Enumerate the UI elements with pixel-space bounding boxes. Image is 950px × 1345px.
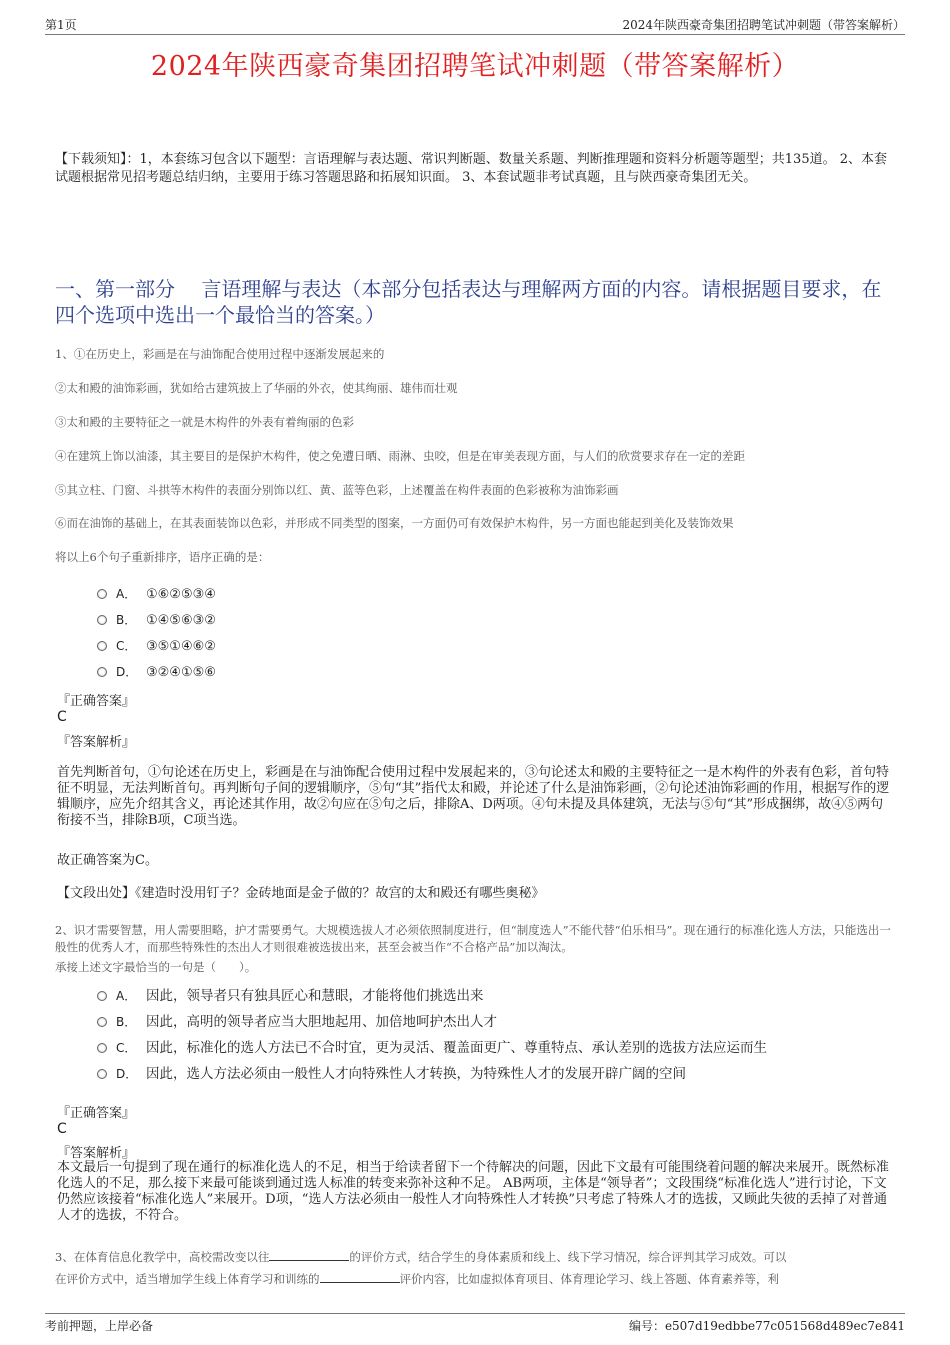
q3-line-1: 3、在体育信息化教学中，高校需改变以往 的评价方式，结合学生的身体素质和线上、线下学习情况，综合评判其学习成效。可以 [55, 1250, 787, 1264]
q1-option-d[interactable]: D． ③②④①⑤⑥ [97, 663, 216, 681]
q1-option-c[interactable]: C． ③⑤①④⑥② [97, 637, 216, 655]
fill-blank[interactable] [269, 1250, 349, 1261]
q2-answer-tag: 『正确答案』 [57, 1106, 136, 1121]
q3-line-2: 在评价方式中，适当增加学生线上体育学习和训练的 评价内容，比如虚拟体育项目、体育理论学习、线上答题、体育素养等，利 [55, 1272, 779, 1286]
q1-sentence-4: ④在建筑上饰以油漆，其主要目的是保护木构件，使之免遭日晒、雨淋、虫咬，但是在审美表现方面，与人们的欣赏要求存在一定的差距 [55, 449, 745, 463]
radio-icon[interactable] [97, 589, 107, 599]
q1-sentence-2: ②太和殿的油饰彩画，犹如给古建筑披上了华丽的外衣，使其绚丽、雄伟而壮观 [55, 381, 458, 395]
fill-blank[interactable] [320, 1272, 400, 1283]
q2-option-c[interactable]: C． 因此，标准化的选人方法已不合时宜，更为灵活、覆盖面更广、尊重特点、承认差别的选拔方法应运而生 [97, 1036, 767, 1054]
page-number: 第1页 [45, 18, 77, 32]
radio-icon[interactable] [97, 991, 107, 1001]
q2-prompt: 承接上述文字最恰当的一句是（ ）。 [55, 960, 257, 974]
q2-analysis: 本文最后一句提到了现在通行的标准化选人的不足，相当于给读者留下一个待解决的问题，因此下文最有可能围绕着问题的解决来展开。既然标准化选人的不足，那么接下来最可能谈到通过选人标准的转变来弥补这种不足。 AB两项，主体是“领导者”；文段围绕“标准化选人”进行讨论，下文仍然应该接着“标准化选人”来展开。D项，“选人方法必须由一般性人才向特殊性人才转换”只考虑了特殊人才的选拔，又顾此失彼的丢掉了对普通人才的选拔，不符合。 [57, 1160, 890, 1223]
page-title: 2024年陕西豪奇集团招聘笔试冲刺题（带答案解析） [150, 51, 800, 82]
page-header [45, 14, 905, 35]
radio-icon[interactable] [97, 615, 107, 625]
radio-icon[interactable] [97, 1017, 107, 1027]
q1-option-b[interactable]: B． ①④⑤⑥③② [97, 611, 216, 629]
header-doc-title: 2024年陕西豪奇集团招聘笔试冲刺题（带答案解析） [622, 18, 905, 32]
radio-icon[interactable] [97, 1069, 107, 1079]
q2-option-d[interactable]: D． 因此，选人方法必须由一般性人才向特殊性人才转换，为特殊性人才的发展开辟广阔的空间 [97, 1062, 686, 1080]
q2-analysis-tag: 『答案解析』 [57, 1146, 136, 1161]
q1-conclusion: 故正确答案为C。 [57, 853, 158, 868]
radio-icon[interactable] [97, 667, 107, 677]
download-notice: 【下载须知】：1，本套练习包含以下题型：言语理解与表达题、常识判断题、数量关系题、判断推理题和资料分析题等题型；共135道。 2、本套试题根据常见招考题总结归纳，主要用于练习答题思路和拓展知识面。 3、本套试题非考试真题，且与陕西豪奇集团无关。 [55, 152, 887, 185]
footer-doc-id: 编号：e507d19edbbe77c051568d489ec7e841 [628, 1319, 905, 1333]
q1-source: 【文段出处】《建造时没用钉子？金砖地面是金子做的？故宫的太和殿还有哪些奥秘》 [57, 886, 545, 901]
q1-answer-tag: 『正确答案』 [57, 694, 136, 709]
q1-option-a[interactable]: A． ①⑥②⑤③④ [97, 585, 216, 603]
footer-slogan: 考前押题，上岸必备 [45, 1319, 154, 1333]
q1-sentence-6: ⑥而在油饰的基础上，在其表面装饰以色彩，并形成不同类型的图案，一方面仍可有效保护木构件，另一方面也能起到美化及装饰效果 [55, 516, 734, 530]
q2-stem: 2、识才需要智慧，用人需要胆略，护才需要勇气。大规模选拔人才必须依照制度进行，但“制度选人”不能代替“伯乐相马”。现在通行的标准化选人方法，只能选出一般性的优秀人才，而那些特殊性的杰出人才则很难被选拔出来，甚至会被当作“不合格产品”加以淘汰。 [55, 923, 891, 954]
q1-sentence-1: 1、①在历史上，彩画是在与油饰配合使用过程中逐渐发展起来的 [55, 347, 385, 361]
q1-analysis-tag: 『答案解析』 [57, 735, 136, 750]
page-footer [45, 1313, 905, 1336]
q1-answer: C [57, 709, 67, 725]
q1-sentence-3: ③太和殿的主要特征之一就是木构件的外表有着绚丽的色彩 [55, 415, 354, 429]
radio-icon[interactable] [97, 1043, 107, 1053]
q2-answer: C [57, 1121, 67, 1137]
q1-sentence-5: ⑤其立柱、门窗、斗拱等木构件的表面分别饰以红、黄、蓝等色彩，上述覆盖在构件表面的色彩被称为油饰彩画 [55, 483, 619, 497]
section-title: 一、第一部分 言语理解与表达（本部分包括表达与理解两方面的内容。请根据题目要求，在四个选项中选出一个最恰当的答案。） [55, 277, 882, 327]
q2-option-a[interactable]: A． 因此，领导者只有独具匠心和慧眼，才能将他们挑选出来 [97, 984, 484, 1002]
q2-option-b[interactable]: B． 因此，高明的领导者应当大胆地起用、加倍地呵护杰出人才 [97, 1010, 497, 1028]
q1-prompt: 将以上6个句子重新排序，语序正确的是： [55, 550, 270, 564]
q1-analysis: 首先判断首句，①句论述在历史上，彩画是在与油饰配合使用过程中发展起来的，③句论述太和殿的主要特征之一是木构件的外表有色彩，首句特征不明显，无法判断首句。再判断句子间的逻辑顺序，⑤句“其”指代太和殿，并论述了什么是油饰彩画，②句论述油饰彩画的作用，根据写作的逻辑顺序，应先介绍其含义，再论述其作用，故②句应在⑤句之后，排除A、D两项。④句未提及具体建筑，无法与⑤句“其”形成捆绑，故④⑤两句衔接不当，排除B项，C项当选。 [57, 765, 890, 828]
radio-icon[interactable] [97, 641, 107, 651]
